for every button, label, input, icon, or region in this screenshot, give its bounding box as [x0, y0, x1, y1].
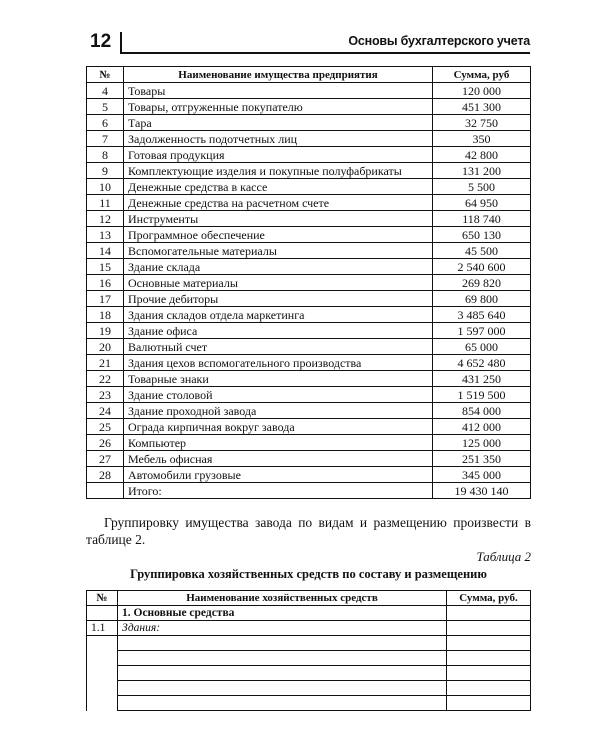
table-header-row	[87, 67, 531, 83]
t2-row-amount	[447, 621, 531, 636]
table-row	[87, 115, 531, 131]
row-name: Программное обеспечение	[124, 227, 433, 243]
table-row	[87, 451, 531, 467]
table-row	[87, 371, 531, 387]
table-row	[87, 83, 531, 99]
row-number: 20	[87, 339, 124, 355]
page-header	[90, 32, 530, 54]
row-amount: 5 500	[433, 179, 531, 195]
table-row	[87, 323, 531, 339]
table-row	[87, 259, 531, 275]
table-row	[87, 403, 531, 419]
row-amount: 431 250	[433, 371, 531, 387]
table-row	[87, 435, 531, 451]
table-row	[87, 147, 531, 163]
row-number: 13	[87, 227, 124, 243]
table-row	[87, 195, 531, 211]
t2-section-label: 1. Основные средства	[118, 606, 447, 621]
row-amount: 269 820	[433, 275, 531, 291]
row-number: 22	[87, 371, 124, 387]
table-row	[87, 243, 531, 259]
row-amount: 65 000	[433, 339, 531, 355]
row-number: 8	[87, 147, 124, 163]
row-name: Инструменты	[124, 211, 433, 227]
row-name: Товарные знаки	[124, 371, 433, 387]
table-row	[87, 419, 531, 435]
row-name: Автомобили грузовые	[124, 467, 433, 483]
row-amount: 345 000	[433, 467, 531, 483]
row-name: Товары	[124, 83, 433, 99]
row-amount: 251 350	[433, 451, 531, 467]
row-number: 6	[87, 115, 124, 131]
row-number: 12	[87, 211, 124, 227]
table-row	[87, 291, 531, 307]
row-name: Денежные средства в кассе	[124, 179, 433, 195]
table2-header-row	[87, 591, 531, 606]
row-amount: 350	[433, 131, 531, 147]
row-name: Компьютер	[124, 435, 433, 451]
t2-col-header-name: Наименование хозяйственных средств	[118, 591, 447, 606]
table2-empty-row	[87, 681, 531, 696]
row-number: 17	[87, 291, 124, 307]
row-amount: 2 540 600	[433, 259, 531, 275]
property-table-body	[87, 83, 531, 483]
row-number: 24	[87, 403, 124, 419]
table-row	[87, 211, 531, 227]
table2-title: Группировка хозяйственных средств по составу и размещению	[130, 567, 487, 581]
table-row	[87, 467, 531, 483]
table2-empty-row	[87, 696, 531, 711]
table2-empty-row	[87, 651, 531, 666]
col-header-amount: Сумма, руб	[433, 67, 531, 83]
row-name: Прочие дебиторы	[124, 291, 433, 307]
total-row	[87, 483, 531, 499]
row-name: Готовая продукция	[124, 147, 433, 163]
row-amount: 32 750	[433, 115, 531, 131]
table-row	[87, 131, 531, 147]
grouping-table	[86, 590, 531, 711]
page-number: 12	[90, 31, 112, 52]
row-number: 26	[87, 435, 124, 451]
row-number: 15	[87, 259, 124, 275]
t2-section-amount	[447, 606, 531, 621]
col-header-name: Наименование имущества предприятия	[124, 67, 433, 83]
table-row	[87, 275, 531, 291]
row-name: Здания цехов вспомогательного производства	[124, 355, 433, 371]
row-number: 14	[87, 243, 124, 259]
row-amount: 854 000	[433, 403, 531, 419]
header-rule	[120, 52, 530, 54]
row-number: 16	[87, 275, 124, 291]
row-number: 4	[87, 83, 124, 99]
row-amount: 412 000	[433, 419, 531, 435]
row-name: Здание столовой	[124, 387, 433, 403]
row-amount: 120 000	[433, 83, 531, 99]
row-amount: 69 800	[433, 291, 531, 307]
row-name: Здание проходной завода	[124, 403, 433, 419]
row-number: 9	[87, 163, 124, 179]
table2-empty-row	[87, 666, 531, 681]
row-amount: 1 597 000	[433, 323, 531, 339]
table2-row	[87, 621, 531, 636]
row-number: 27	[87, 451, 124, 467]
table-row	[87, 99, 531, 115]
row-name: Ограда кирпичная вокруг завода	[124, 419, 433, 435]
row-name: Валютный счет	[124, 339, 433, 355]
row-number: 19	[87, 323, 124, 339]
table-row	[87, 163, 531, 179]
row-amount: 1 519 500	[433, 387, 531, 403]
table-row	[87, 387, 531, 403]
running-title: Основы бухгалтерского учета	[348, 34, 530, 48]
table2-caption: Таблица 2	[476, 549, 531, 564]
row-name: Денежные средства на расчетном счете	[124, 195, 433, 211]
total-amount: 19 430 140	[433, 483, 531, 499]
row-name: Основные материалы	[124, 275, 433, 291]
row-name: Здания складов отдела маркетинга	[124, 307, 433, 323]
row-number: 21	[87, 355, 124, 371]
row-number: 28	[87, 467, 124, 483]
row-number: 10	[87, 179, 124, 195]
row-name: Здание офиса	[124, 323, 433, 339]
row-number: 25	[87, 419, 124, 435]
t2-row-num: 1.1	[87, 621, 118, 636]
row-name: Тара	[124, 115, 433, 131]
table-row	[87, 355, 531, 371]
row-number: 23	[87, 387, 124, 403]
table2-empty-row	[87, 636, 531, 651]
t2-section-num	[87, 606, 118, 621]
row-number: 11	[87, 195, 124, 211]
row-number: 7	[87, 131, 124, 147]
row-name: Товары, отгруженные покупателю	[124, 99, 433, 115]
row-amount: 64 950	[433, 195, 531, 211]
table-row	[87, 179, 531, 195]
row-amount: 650 130	[433, 227, 531, 243]
row-name: Здание склада	[124, 259, 433, 275]
table-row	[87, 227, 531, 243]
property-table	[86, 66, 531, 499]
row-number: 5	[87, 99, 124, 115]
table-row	[87, 307, 531, 323]
row-amount: 42 800	[433, 147, 531, 163]
col-header-number: №	[87, 67, 124, 83]
row-number: 18	[87, 307, 124, 323]
instruction-paragraph: Группировку имущества завода по видам и размещению произвести в таблице 2.	[86, 515, 531, 547]
total-label: Итого:	[124, 483, 433, 499]
header-divider-vertical	[120, 32, 122, 54]
total-num-cell	[87, 483, 124, 499]
row-name: Комплектующие изделия и покупные полуфабрикаты	[124, 163, 433, 179]
row-amount: 125 000	[433, 435, 531, 451]
t2-row-label: Здания:	[118, 621, 447, 636]
row-amount: 3 485 640	[433, 307, 531, 323]
row-name: Вспомогательные материалы	[124, 243, 433, 259]
row-amount: 4 652 480	[433, 355, 531, 371]
row-amount: 451 300	[433, 99, 531, 115]
row-name: Мебель офисная	[124, 451, 433, 467]
row-amount: 45 500	[433, 243, 531, 259]
t2-col-header-number: №	[87, 591, 118, 606]
row-amount: 118 740	[433, 211, 531, 227]
table-row	[87, 339, 531, 355]
row-name: Задолженность подотчетных лиц	[124, 131, 433, 147]
t2-col-header-amount: Сумма, руб.	[447, 591, 531, 606]
row-amount: 131 200	[433, 163, 531, 179]
table2-section-row	[87, 606, 531, 621]
